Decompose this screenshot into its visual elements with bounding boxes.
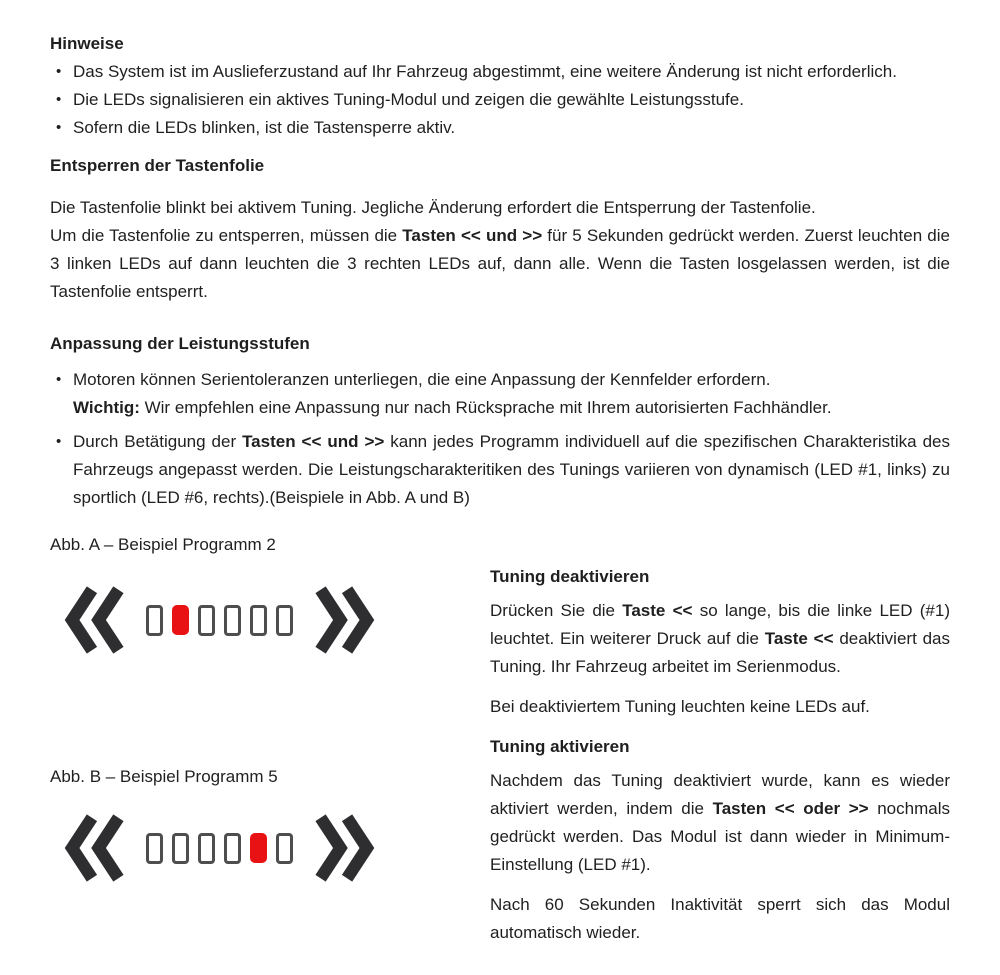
entsperren-paragraph	[50, 194, 950, 306]
tuning-deaktivieren-paragraph	[490, 597, 950, 681]
bold-text: Taste <<	[764, 629, 834, 648]
led-4	[224, 833, 241, 864]
led-3	[198, 605, 215, 636]
bullet-text	[73, 366, 950, 422]
text: Durch Betätigung der	[73, 432, 243, 451]
text: kann jedes Programm individuell auf die spezifischen Charakteristika des Fahrzeugs angepasst werden. Die Leistungscharakteritiken des Tunings variieren von dynamisch (LED #1, links) zu sportlich (LED #6, rechts).(Beispiele in Abb. A und B)	[73, 432, 950, 507]
text: Drücken Sie die	[490, 601, 623, 620]
entsperren-title: Entsperren der Tastenfolie	[50, 156, 265, 175]
text: Um die Tastenfolie zu entsperren, müssen die	[50, 226, 403, 245]
list-item	[50, 86, 950, 114]
tuning-aktivieren-title: Tuning aktivieren	[490, 737, 630, 756]
anpassung-title: Anpassung der Leistungsstufen	[50, 334, 310, 353]
led-2	[172, 833, 189, 864]
figure-a-led-panel	[56, 583, 383, 657]
text: Motoren können Serientoleranzen unterliegen, die eine Anpassung der Kennfelder erfordern.	[73, 370, 771, 389]
bullet-text	[73, 428, 950, 512]
text: Sofern die LEDs blinken, ist die Tastensperre aktiv.	[73, 118, 456, 137]
hinweise-bullet-list	[50, 58, 950, 142]
figure-b-caption: Abb. B – Beispiel Programm 5	[50, 767, 278, 786]
led-5-active	[250, 833, 267, 863]
text: Wir empfehlen eine Anpassung nur nach Rücksprache mit Ihrem autorisierten Fachhändler.	[139, 398, 832, 417]
figure-area	[50, 517, 950, 947]
led-4	[224, 605, 241, 636]
list-item	[50, 114, 950, 142]
bullet-icon: •	[56, 63, 62, 80]
bold-text: Tasten << oder >>	[712, 799, 869, 818]
hinweise-title: Hinweise	[50, 34, 124, 53]
bold-text: Tasten << und >>	[402, 226, 543, 245]
led-1	[146, 833, 163, 864]
section-hinweise	[50, 30, 950, 142]
double-chevron-right-icon	[313, 583, 383, 657]
tuning-deaktivieren-note: Bei deaktiviertem Tuning leuchten keine LEDs auf.	[490, 697, 870, 716]
led-6	[276, 833, 293, 864]
text: Die LEDs signalisieren ein aktives Tuning-Modul und zeigen die gewählte Leistungsstufe.	[73, 90, 744, 109]
right-column	[490, 563, 950, 959]
section-anpassung	[50, 330, 950, 512]
bullet-icon: •	[56, 433, 62, 450]
double-chevron-left-icon	[56, 811, 126, 885]
figure-a-caption: Abb. A – Beispiel Programm 2	[50, 535, 276, 554]
led-6	[276, 605, 293, 636]
led-5	[250, 605, 267, 636]
bullet-icon: •	[56, 119, 62, 136]
led-row	[146, 605, 293, 636]
bold-text: Taste <<	[622, 601, 693, 620]
bullet-text	[73, 58, 950, 86]
text: für 5 Sekunden gedrückt werden. Zuerst leuchten die 3 linken LEDs auf dann leuchten die 3 rechten LEDs auf, dann alle. Wenn die Tasten losgelassen werden, ist die Tastenfolie entsperrt.	[50, 226, 950, 301]
bold-text: Wichtig:	[73, 398, 140, 417]
text: Die Tastenfolie blinkt bei aktivem Tuning. Jegliche Änderung erfordert die Entsperrung der Tastenfolie.	[50, 198, 816, 217]
tuning-aktivieren-paragraph	[490, 767, 950, 879]
text: nochmals gedrückt werden. Das Modul ist dann wieder in Minimum-Einstellung (LED #1).	[490, 799, 950, 874]
led-1	[146, 605, 163, 636]
figure-b-led-panel	[56, 811, 383, 885]
section-entsperren	[50, 152, 950, 306]
text: deaktiviert das Tuning. Ihr Fahrzeug arbeitet im Serienmodus.	[490, 629, 950, 676]
bullet-text	[73, 86, 950, 114]
led-3	[198, 833, 215, 864]
list-item	[50, 366, 950, 422]
tuning-aktivieren-note: Nach 60 Sekunden Inaktivität sperrt sich das Modul automatisch wieder.	[490, 895, 950, 942]
text: Nachdem das Tuning deaktiviert wurde, kann es wieder aktiviert werden, indem die	[490, 771, 950, 818]
bullet-text	[73, 114, 950, 142]
anpassung-bullet-list	[50, 366, 950, 512]
double-chevron-right-icon	[313, 811, 383, 885]
double-chevron-left-icon	[56, 583, 126, 657]
list-item	[50, 428, 950, 512]
bullet-icon: •	[56, 91, 62, 108]
list-item	[50, 58, 950, 86]
led-2-active	[172, 605, 189, 635]
bold-text: Tasten << und >>	[242, 432, 385, 451]
tuning-deaktivieren-title: Tuning deaktivieren	[490, 567, 650, 586]
bullet-icon: •	[56, 371, 62, 388]
led-row	[146, 833, 293, 864]
text: Das System ist im Auslieferzustand auf Ihr Fahrzeug abgestimmt, eine weitere Änderung ist nicht erforderlich.	[73, 62, 897, 81]
text: so lange, bis die linke LED (#1) leuchtet. Ein weiterer Druck auf die	[490, 601, 950, 648]
